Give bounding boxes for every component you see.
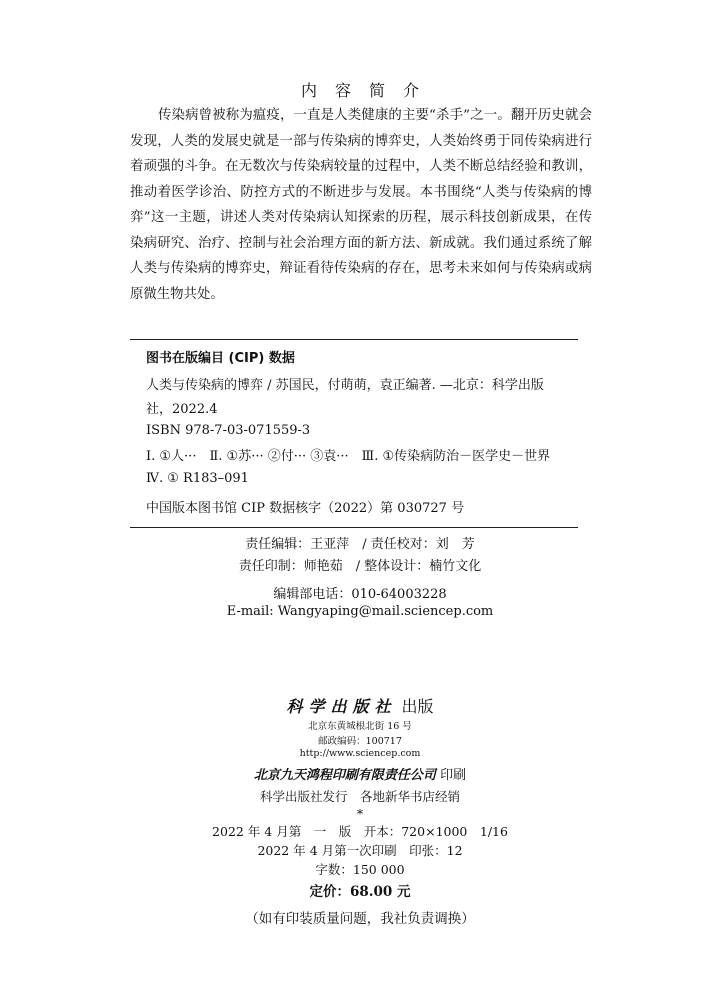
staff-line-1: 责任编辑：王亚萍 / 责任校对：刘 芳 — [245, 537, 475, 552]
summary-text: 传染病曾被称为瘟疫，一直是人类健康的主要“杀手”之一。翻开历史就会发现，人类的发展史就是一部与传染病的博弈史，人类始终勇于同传染病进行着顽强的斗争。在无数次与传染病较量的过程中，人类不断总结经验和教训，推动着医学诊治、防控方式的不断进步与发展。本书围绕“人类与传染病的博弈”这一主题，讲述人类对传染病认知探索的历程，展示科技创新成果，在传染病研究、治疗、控制与社会治理方面的新方法、新成就。我们通过系统了解人类与传染病的博弈史，辩证看待传染病的存在，思考未来如何与传染病或病原微生物共处。 — [130, 108, 592, 302]
summary-heading: 内容简介 — [300, 81, 437, 100]
editorial-phone: 编辑部电话：010-64003228 — [273, 587, 447, 602]
printer-name: 北京九天鸿程印刷有限责任公司 — [253, 768, 436, 783]
publisher-url: http://www.sciencep.com — [299, 748, 421, 759]
printer-line — [0, 764, 720, 783]
cip-record: 中国版本图书馆 CIP 数据核字（2022）第 030727 号 — [146, 501, 465, 516]
printer-suffix: 印刷 — [440, 768, 467, 783]
distribution: 科学出版社发行 各地新华书店经销 — [259, 789, 460, 804]
publisher-postcode: 邮政编码：100717 — [318, 736, 402, 747]
price: 定价：68.00 元 — [309, 884, 411, 900]
edition-info: 2022 年 4 月第 一 版 开本：720×1000 1/16 — [212, 824, 508, 839]
cip-bottom-rule — [130, 527, 578, 528]
cip-top-rule — [130, 339, 578, 340]
cip-heading: 图书在版编目 (CIP) 数据 — [146, 351, 295, 366]
editorial-email: E-mail: Wangyaping@mail.sciencep.com — [226, 604, 494, 619]
cip-classification-1: Ⅰ. ①人··· Ⅱ. ①苏··· ②付··· ③袁··· Ⅲ. ①传染病防治－医学史－世界 — [146, 449, 551, 464]
publisher-suffix: 出版 — [401, 697, 434, 716]
word-count: 字数：150 000 — [315, 862, 405, 877]
publisher-logotype: 科学出版社 — [286, 697, 397, 716]
printing-info: 2022 年 4 月第一次印刷 印张：12 — [257, 843, 463, 858]
publisher-line — [0, 694, 720, 717]
quality-note: （如有印装质量问题，我社负责调换） — [245, 911, 475, 927]
cip-isbn: ISBN 978-7-03-071559-3 — [146, 423, 311, 438]
staff-line-2: 责任印制：师艳茹 / 整体设计：楠竹文化 — [238, 559, 482, 574]
separator-star: * — [356, 806, 364, 821]
cip-entry: 人类与传染病的博弈 / 苏国民，付萌萌，袁正编著. —北京：科学出版社，2022.4 — [146, 378, 544, 417]
cip-classification-2: Ⅳ. ① R183–091 — [146, 471, 249, 486]
publisher-address: 北京东黄城根北街 16 号 — [308, 721, 412, 732]
